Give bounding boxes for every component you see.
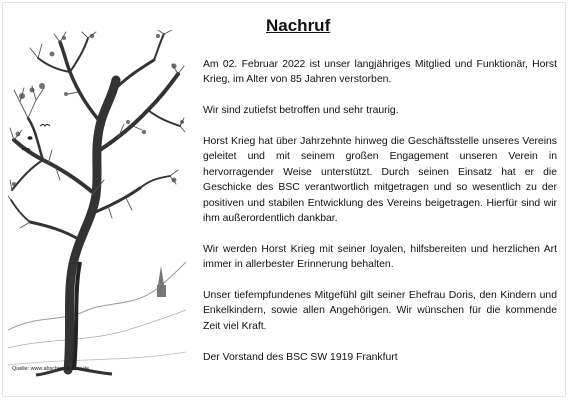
tree-illustration [8, 30, 186, 378]
paragraph-memory: Wir werden Horst Krieg mit seiner loyalen, hilfsbereiten und herzlichen Art immer in allerbester Erinnerung behalten. [203, 243, 557, 271]
image-credit: Quelle: www.abschiedstrauer.de [12, 366, 90, 372]
signature-line: Der Vorstand des BSC SW 1919 Frankfurt [203, 351, 398, 363]
paragraph-announcement: Am 02. Februar 2022 ist unser langjähriges Mitglied und Funktionär, Horst Krieg, im Alter von 85 Jahren verstorben. [203, 59, 557, 86]
paragraph-tribute: Horst Krieg hat über Jahrzehnte hinweg die Geschäftsstelle unseres Vereins geleitet und mit seinem großen Engagement unseren Verein in hervorragender Weise unterstützt. Durch seinen Einsatz hat er die Geschicke des BSC verantwortlich mitgetragen und so wesentlich zu der positiven und stabilen Entwicklung des Vereins beigetragen. Hierfür sind wir ihm außerordentlich dankbar. [203, 136, 557, 225]
paragraph-condolence: Wir sind zutiefst betroffen und sehr traurig. [203, 105, 399, 117]
page-title: Nachruf [266, 16, 331, 35]
paragraph-sympathy: Unser tiefempfundenes Mitgefühl gilt seiner Ehefrau Doris, den Kindern und Enkelkindern, sowie allen Angehörigen. Wir wünschen für die kommende Zeit viel Kraft. [203, 290, 557, 332]
obituary-text [203, 57, 557, 365]
